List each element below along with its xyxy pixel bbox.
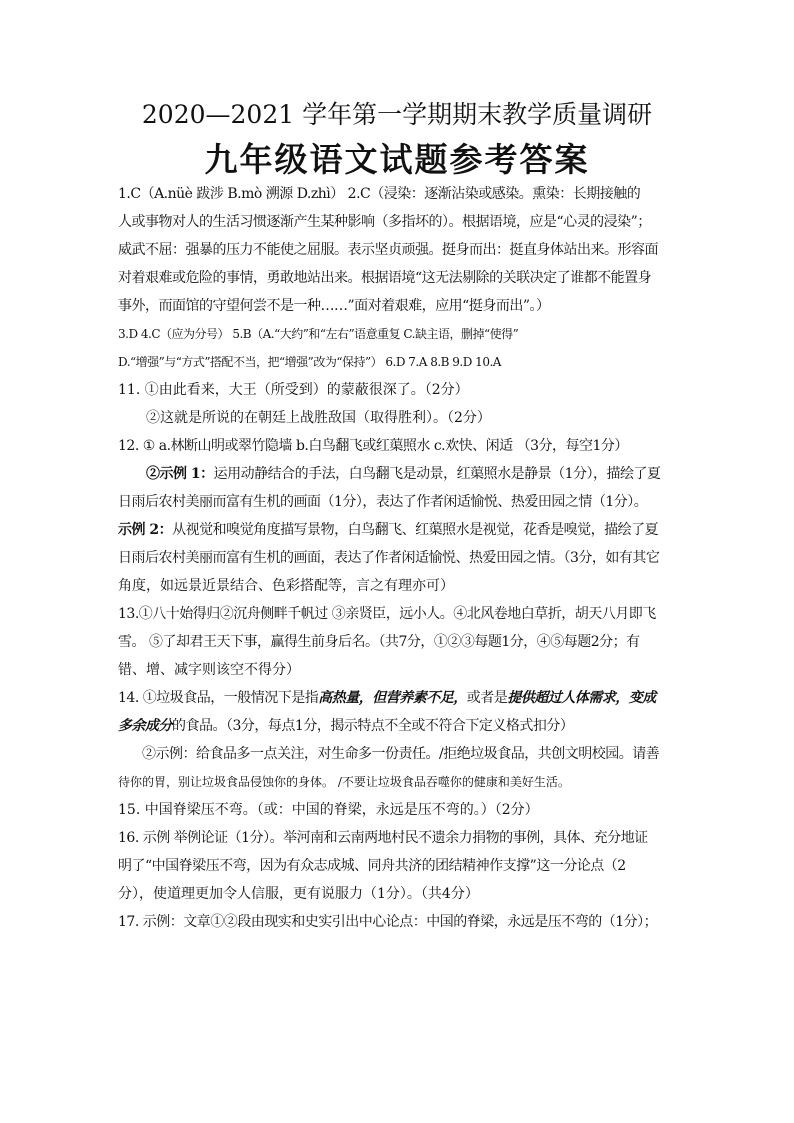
answer-line: 15. 中国脊梁压不弯。（或：中国的脊梁，永远是压不弯的。）（2分） — [118, 802, 539, 818]
example-label: ②示例 1： — [146, 466, 214, 482]
answer-line: 日雨后农村美丽而富有生机的画面，表达了作者闲适愉悦、热爱田园之情。（3分，如有其它 — [118, 550, 660, 566]
answer-line: 事外，而面馆的守望何尝不是一种……”面对着艰难，应用“挺身而出”。） — [118, 298, 550, 314]
answer-line: 明了“中国脊梁压不弯，因为有众志成城、同舟共济的团结精神作支撑”这一分论点（2 — [118, 858, 626, 874]
answer-text: 或者是 — [466, 690, 508, 706]
answer-line — [118, 712, 688, 740]
answer-line: 17. 示例：文章①②段由现实和史实引出中心论点：中国的脊梁，永远是压不弯的（1分）； — [118, 914, 658, 930]
answer-text: 从视觉和嗅觉角度描写景物，白鸟翻飞、红蕖照水是视觉，花香是嗅觉，描绘了夏 — [172, 522, 659, 538]
answer-line: 对着艰难或危险的事情，勇敢地站出来。根据语境“这无法剔除的关联决定了谁都不能置身 — [118, 270, 652, 286]
emphasis-text: 多余成分 — [118, 718, 172, 734]
answer-line: 13.①八十始得归②沉舟侧畔千帆过 ③亲贤臣，远小人。④北风卷地白草折，胡天八月即飞 — [118, 606, 656, 622]
answer-line: 11. ①由此看来，大王（所受到）的蒙蔽很深了。（2分） — [118, 382, 469, 398]
emphasis-text: 高热量，但营养素不足， — [318, 690, 467, 706]
answer-line: ②示例：给食品多一点关注，对生命多一份责任。/拒绝垃圾食品，共创文明校园。请善 — [142, 746, 660, 762]
answer-line: 人或事物对人的生活习惯逐渐产生某种影响（多指坏的）。根据语境，应是“心灵的浸染”； — [118, 214, 651, 230]
answer-text: 运用动静结合的手法，白鸟翻飞是动景，红蕖照水是静景（1分），描绘了夏 — [213, 466, 661, 482]
answer-line — [118, 516, 688, 544]
answer-line: 雪。 ⑤了却君王天下事，赢得生前身后名。（共7分，①②③每题1分，④⑤每题2分；有 — [118, 634, 640, 650]
emphasis-text: 提供超过人体需求，变成 — [507, 690, 656, 706]
answer-line: 错、增、减字则该空不得分） — [118, 662, 300, 678]
answer-line: 3.D 4.C（应为分号） 5.B（A.“大约”和“左右”语意重复 C.缺主语，删掉“使得” — [118, 327, 519, 341]
example-label: 示例 2： — [118, 522, 173, 538]
answer-line: 待你的胃，别让垃圾食品侵蚀你的身体。 /不要让垃圾食品吞噬你的健康和美好生活。 — [118, 775, 570, 789]
answer-line: 12. ① a.林断山明或翠竹隐墙 b.白鸟翻飞或红蕖照水 c.欢快、闲适 （3分，每空1分） — [118, 438, 628, 454]
answer-line: 角度，如远景近景结合、色彩搭配等，言之有理亦可） — [118, 578, 454, 594]
answer-line: ②这就是所说的在朝廷上战胜敌国（取得胜利）。（2分） — [146, 410, 491, 426]
answer-text: 的食品。（3分，每点1分，揭示特点不全或不符合下定义格式扣分） — [172, 718, 574, 734]
answer-line — [118, 460, 688, 488]
answer-line — [118, 684, 688, 712]
answer-line: 分），使道理更加令人信服，更有说服力（1分）。（共4分） — [118, 886, 479, 902]
answer-line: 威武不屈：强暴的压力不能使之屈服。表示坚贞顽强。挺身而出：挺直身体站出来。形容面 — [118, 242, 658, 258]
answer-text: 14. ①垃圾食品，一般情况下是指 — [118, 690, 319, 706]
answer-key-title: 九年级语文试题参考答案 — [204, 140, 590, 179]
exam-title: 2020—2021 学年第一学期期末教学质量调研 — [141, 100, 653, 129]
answer-line: 16. 示例 举例论证（1分）。举河南和云南两地村民不遗余力捐物的事例，具体、充分地证 — [118, 830, 648, 846]
answer-body — [118, 180, 688, 936]
answer-line: 1.C（A.nüè 跋涉 B.mò 溯源 D.zhì） 2.C（浸染：逐渐沾染或感染。熏染：长期接触的 — [118, 186, 641, 202]
answer-line: 日雨后农村美丽而富有生机的画面（1分），表达了作者闲适愉悦、热爱田园之情（1分）。 — [118, 494, 648, 510]
answer-line: D.“增强”与“方式”搭配不当，把“增强”改为“保持”） 6.D 7.A 8.B 9.D 10.A — [118, 355, 501, 369]
